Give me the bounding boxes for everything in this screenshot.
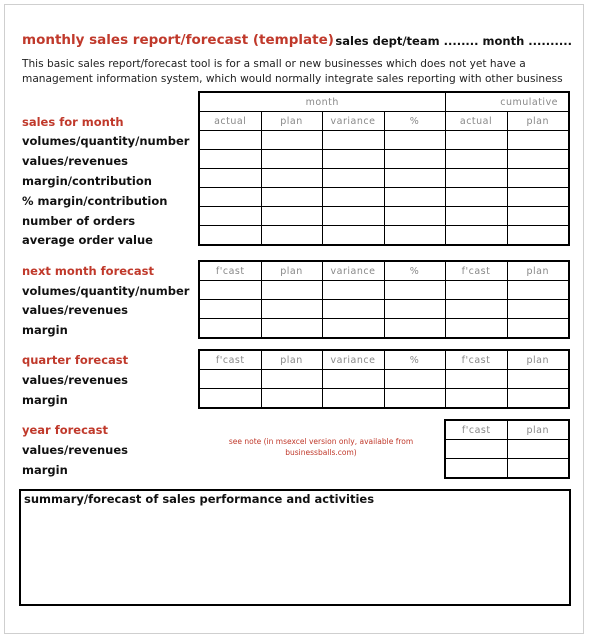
col-header: f'cast (445, 350, 507, 370)
row-label: % margin/contribution (22, 194, 168, 208)
col-header: actual (199, 112, 261, 131)
input-cell[interactable] (261, 370, 322, 389)
input-cell[interactable] (507, 440, 569, 459)
col-header: f'cast (199, 350, 261, 370)
input-cell[interactable] (322, 319, 384, 339)
input-cell[interactable] (261, 389, 322, 409)
input-cell[interactable] (507, 370, 569, 389)
input-cell[interactable] (507, 207, 569, 226)
input-cell[interactable] (445, 370, 507, 389)
table-row (199, 169, 569, 188)
input-cell[interactable] (199, 150, 261, 169)
next-month-table (198, 260, 570, 339)
input-cell[interactable] (445, 389, 507, 409)
input-cell[interactable] (322, 131, 384, 150)
input-cell[interactable] (261, 300, 322, 319)
input-cell[interactable] (261, 188, 322, 207)
input-cell[interactable] (199, 226, 261, 246)
input-cell[interactable] (384, 169, 445, 188)
input-cell[interactable] (445, 440, 507, 459)
table-row (445, 440, 569, 459)
dept-month-line: sales dept/team ........ month .......... (335, 34, 572, 48)
input-cell[interactable] (261, 150, 322, 169)
intro-line-2: management information system, which would normally integrate sales reporting with other business (22, 72, 563, 85)
input-cell[interactable] (261, 169, 322, 188)
input-cell[interactable] (507, 131, 569, 150)
year-heading: year forecast (22, 423, 109, 437)
input-cell[interactable] (384, 389, 445, 409)
summary-box[interactable] (19, 489, 571, 606)
row-label: values/revenues (22, 154, 129, 168)
input-cell[interactable] (445, 188, 507, 207)
title-row (22, 32, 572, 52)
sales-month-table (198, 91, 570, 246)
input-cell[interactable] (199, 281, 261, 300)
quarter-heading: quarter forecast (22, 353, 129, 367)
row-label: volumes/quantity/number (22, 284, 190, 298)
input-cell[interactable] (322, 150, 384, 169)
input-cell[interactable] (384, 281, 445, 300)
col-header: plan (261, 261, 322, 281)
row-label: volumes/quantity/number (22, 134, 190, 148)
col-header: variance (322, 350, 384, 370)
input-cell[interactable] (322, 169, 384, 188)
table-row (199, 188, 569, 207)
table-row (445, 459, 569, 479)
col-header: % (384, 350, 445, 370)
input-cell[interactable] (322, 226, 384, 246)
input-cell[interactable] (445, 459, 507, 479)
table-row (199, 300, 569, 319)
input-cell[interactable] (322, 188, 384, 207)
input-cell[interactable] (384, 188, 445, 207)
input-cell[interactable] (199, 169, 261, 188)
col-header: plan (507, 261, 569, 281)
row-label: values/revenues (22, 443, 129, 457)
row-label: average order value (22, 233, 153, 247)
row-label: margin/contribution (22, 174, 152, 188)
input-cell[interactable] (445, 281, 507, 300)
group-header-cumulative: cumulative (445, 92, 569, 112)
input-cell[interactable] (507, 319, 569, 339)
input-cell[interactable] (445, 319, 507, 339)
table-row (199, 370, 569, 389)
col-header: variance (322, 261, 384, 281)
input-cell[interactable] (384, 370, 445, 389)
input-cell[interactable] (507, 389, 569, 409)
document-title: monthly sales report/forecast (template) (22, 32, 334, 48)
table-row (199, 319, 569, 339)
input-cell[interactable] (322, 207, 384, 226)
table-row (199, 150, 569, 169)
intro-line-1: This basic sales report/forecast tool is for a small or new businesses which does not yet have a (22, 58, 526, 70)
input-cell[interactable] (322, 281, 384, 300)
col-header: plan (507, 350, 569, 370)
year-forecast-note: see note (in msexcel version only, available from businessballs.com) (228, 437, 414, 457)
col-header: f'cast (445, 261, 507, 281)
input-cell[interactable] (507, 226, 569, 246)
sales-month-heading: sales for month (22, 115, 124, 129)
input-cell[interactable] (199, 319, 261, 339)
intro-text (22, 57, 574, 86)
input-cell[interactable] (261, 207, 322, 226)
input-cell[interactable] (261, 131, 322, 150)
input-cell[interactable] (384, 319, 445, 339)
row-label: values/revenues (22, 373, 129, 387)
input-cell[interactable] (445, 207, 507, 226)
table-row (199, 389, 569, 409)
table-row (199, 207, 569, 226)
quarter-table (198, 349, 570, 409)
input-cell[interactable] (507, 300, 569, 319)
input-cell[interactable] (261, 281, 322, 300)
input-cell[interactable] (445, 169, 507, 188)
input-cell[interactable] (384, 300, 445, 319)
row-label: number of orders (22, 214, 136, 228)
input-cell[interactable] (199, 207, 261, 226)
col-header: % (384, 261, 445, 281)
input-cell[interactable] (445, 226, 507, 246)
input-cell[interactable] (199, 389, 261, 409)
input-cell[interactable] (384, 207, 445, 226)
col-header: f'cast (445, 420, 507, 440)
input-cell[interactable] (384, 226, 445, 246)
row-label: values/revenues (22, 303, 129, 317)
col-header: plan (261, 350, 322, 370)
input-cell[interactable] (199, 131, 261, 150)
input-cell[interactable] (322, 370, 384, 389)
col-header: variance (322, 112, 384, 131)
table-row (199, 281, 569, 300)
input-cell[interactable] (261, 319, 322, 339)
input-cell[interactable] (261, 226, 322, 246)
col-header: plan (507, 420, 569, 440)
row-label: margin (22, 323, 68, 337)
col-header: plan (507, 112, 569, 131)
input-cell[interactable] (199, 188, 261, 207)
input-cell[interactable] (507, 150, 569, 169)
row-label: margin (22, 463, 68, 477)
input-cell[interactable] (322, 389, 384, 409)
input-cell[interactable] (384, 131, 445, 150)
input-cell[interactable] (199, 370, 261, 389)
col-header: f'cast (199, 261, 261, 281)
input-cell[interactable] (507, 459, 569, 479)
input-cell[interactable] (199, 300, 261, 319)
table-row (199, 226, 569, 246)
input-cell[interactable] (445, 131, 507, 150)
col-header: plan (261, 112, 322, 131)
input-cell[interactable] (507, 188, 569, 207)
year-table (444, 419, 570, 479)
next-month-heading: next month forecast (22, 264, 154, 278)
table-row (199, 131, 569, 150)
input-cell[interactable] (507, 169, 569, 188)
input-cell[interactable] (445, 300, 507, 319)
input-cell[interactable] (384, 150, 445, 169)
input-cell[interactable] (445, 150, 507, 169)
input-cell[interactable] (507, 281, 569, 300)
summary-title: summary/forecast of sales performance and activities (24, 492, 375, 506)
col-header: % (384, 112, 445, 131)
row-label: margin (22, 393, 68, 407)
group-header-month: month (199, 92, 445, 112)
col-header: actual (445, 112, 507, 131)
input-cell[interactable] (322, 300, 384, 319)
